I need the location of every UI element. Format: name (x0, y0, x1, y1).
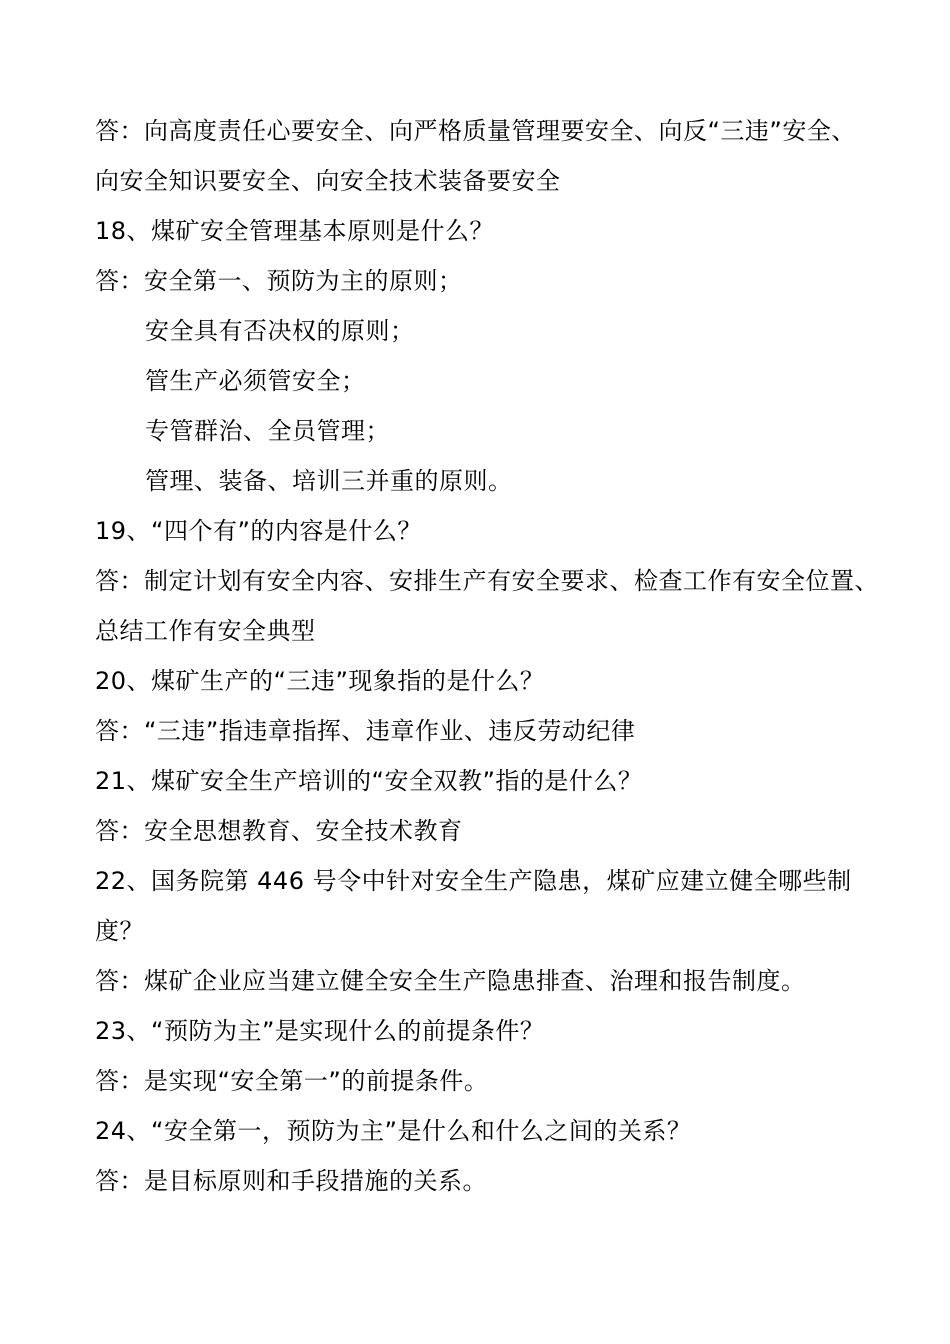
question-20: 20、煤矿生产的“三违”现象指的是什么？ (95, 667, 545, 695)
question-24: 24、“安全第一，预防为主”是什么和什么之间的关系？ (95, 1117, 692, 1145)
answer-20: 答：“三违”指违章指挥、违章作业、违反劳动纪律 (95, 717, 636, 745)
answer-18-line-4: 专管群治、全员管理； (145, 417, 390, 445)
answer-17-line-1: 答：向高度责任心要安全、向严格质量管理要安全、向反“三违”安全、 (95, 117, 856, 145)
answer-22: 答：煤矿企业应当建立健全安全生产隐患排查、治理和报告制度。 (95, 967, 806, 995)
answer-17-line-2: 向安全知识要安全、向安全技术装备要安全 (95, 167, 561, 195)
answer-18-line-1: 答：安全第一、预防为主的原则； (95, 267, 463, 295)
answer-21: 答：安全思想教育、安全技术教育 (95, 817, 463, 845)
answer-18-line-3: 管生产必须管安全； (145, 367, 366, 395)
answer-23: 答：是实现“安全第一”的前提条件。 (95, 1067, 489, 1095)
answer-19-line-1: 答：制定计划有安全内容、安排生产有安全要求、检查工作有安全位置、 (95, 567, 879, 595)
question-22-line-2: 度？ (95, 917, 144, 945)
answer-24: 答：是目标原则和手段措施的关系。 (95, 1167, 487, 1195)
question-23: 23、“预防为主”是实现什么的前提条件？ (95, 1017, 545, 1045)
question-19: 19、“四个有”的内容是什么？ (95, 517, 422, 545)
question-22-line-1: 22、国务院第 446 号令中针对安全生产隐患，煤矿应建立健全哪些制 (95, 867, 852, 895)
question-18: 18、煤矿安全管理基本原则是什么？ (95, 217, 495, 245)
answer-18-line-5: 管理、装备、培训三并重的原则。 (145, 467, 513, 495)
answer-18-line-2: 安全具有否决权的原则； (145, 317, 415, 345)
document-body (95, 106, 895, 1206)
answer-19-line-2: 总结工作有安全典型 (95, 617, 316, 645)
question-21: 21、煤矿安全生产培训的“安全双教”指的是什么？ (95, 767, 643, 795)
